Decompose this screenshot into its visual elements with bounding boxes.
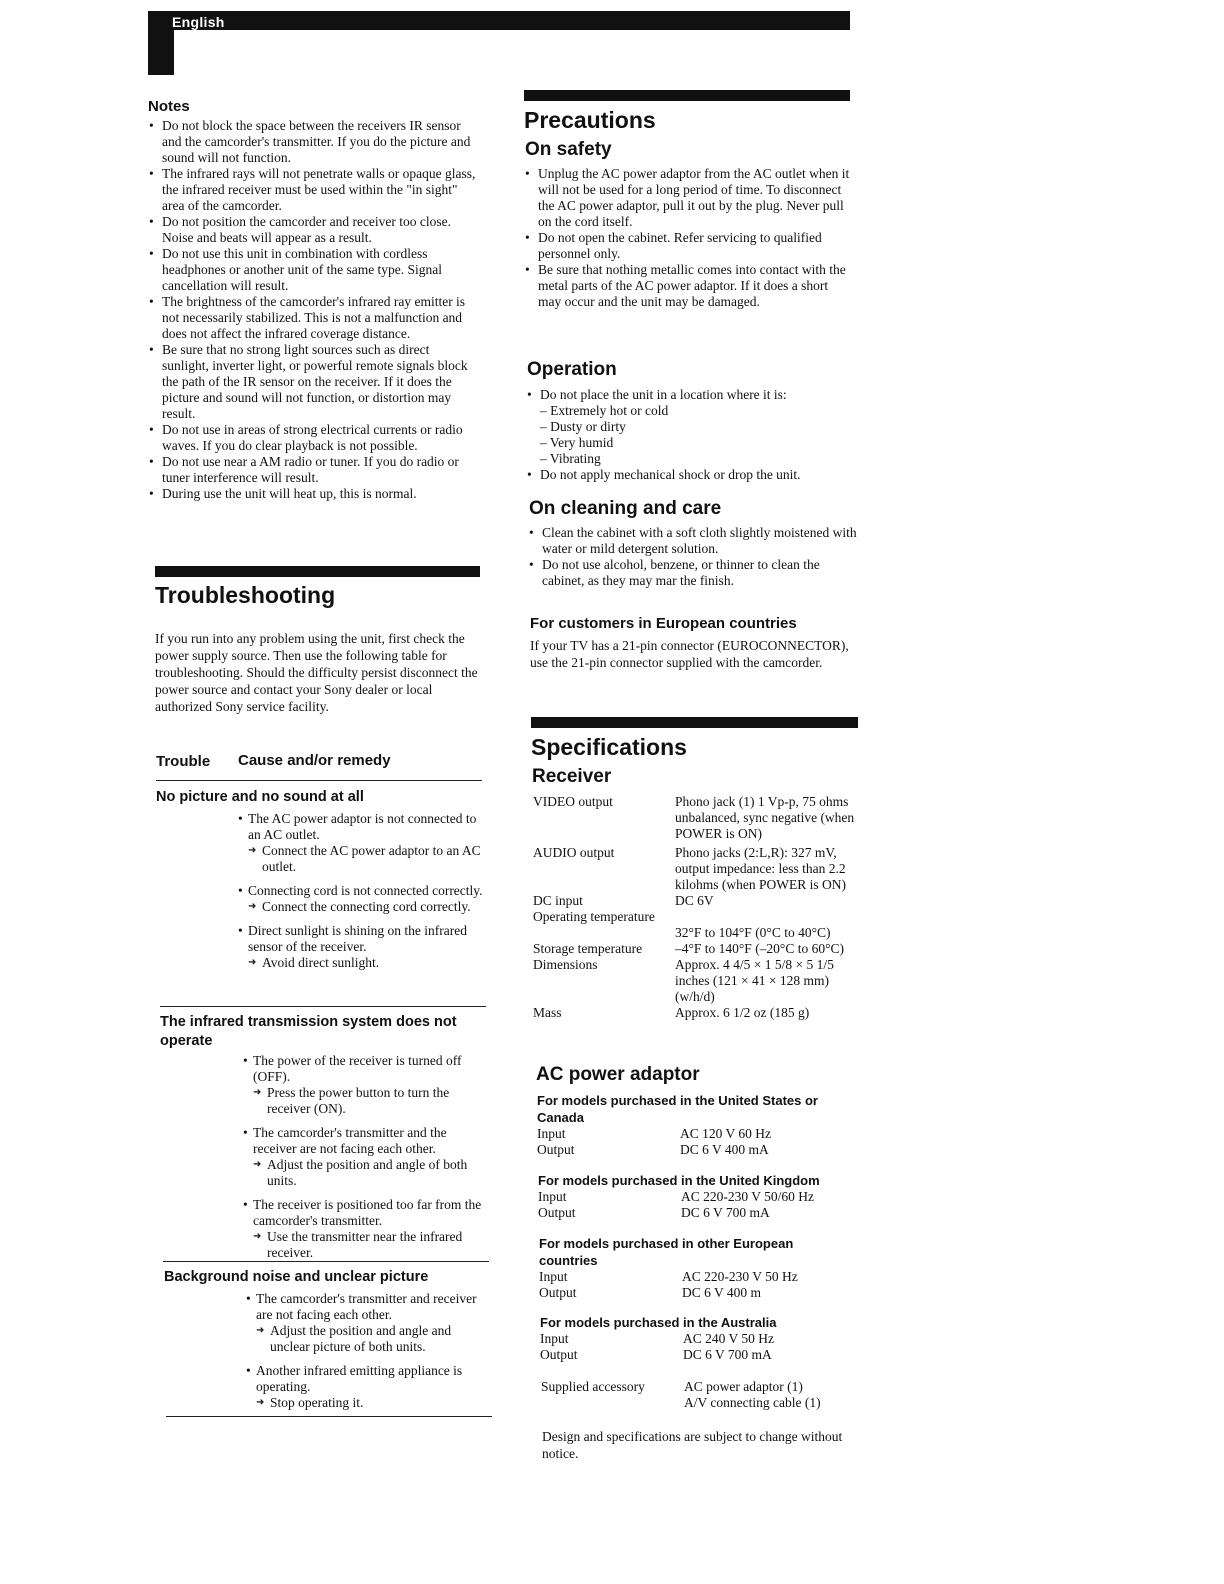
europe-title: For customers in European countries	[530, 615, 797, 632]
header-bar	[148, 11, 850, 30]
supplied-accessory	[541, 1379, 861, 1411]
specifications-rule	[531, 717, 858, 728]
operation-condition: – Vibrating	[540, 451, 601, 466]
precautions-title: Precautions	[524, 107, 656, 133]
header-tab-block	[148, 11, 174, 75]
cause-text: • The receiver is positioned too far from the camcorder's transmitter.	[243, 1197, 488, 1229]
spec-value: DC 6V	[675, 893, 714, 908]
input-label: Input	[539, 1269, 568, 1284]
safety-title: On safety	[525, 139, 612, 160]
cause-text: • Direct sunlight is shining on the infrared sensor of the receiver.	[238, 923, 483, 955]
trouble-entries	[246, 1291, 491, 1411]
notes-item: • During use the unit will heat up, this is normal.	[149, 486, 479, 502]
remedy-text: ➜ Adjust the position and angle and unclear picture of both units.	[246, 1323, 491, 1355]
spec-value: –4°F to 140°F (–20°C to 60°C)	[675, 941, 844, 956]
spec-label: Storage temperature	[533, 941, 643, 956]
output-value: DC 6 V 400 mA	[680, 1142, 769, 1157]
table-divider	[166, 1416, 492, 1417]
troubleshooting-title: Troubleshooting	[155, 582, 336, 608]
remedy-text: ➜ Adjust the position and angle of both units.	[243, 1157, 488, 1189]
troubleshooting-intro: If you run into any problem using the unit, first check the power supply source. Then use the following table for troubleshooting. Should the difficulty persist disconnect the power source and contact your Sony dealer or local authorized Sony service facility.	[155, 631, 478, 714]
remedy-text: ➜ Use the transmitter near the infrared receiver.	[243, 1229, 488, 1261]
cleaning-item: • Do not use alcohol, benzene, or thinner to clean the cabinet, as they may mar the finish.	[529, 557, 857, 589]
spec-value: 32°F to 104°F (0°C to 40°C)	[675, 925, 831, 940]
spec-label: Dimensions	[533, 957, 598, 972]
language-label: English	[172, 14, 225, 30]
cause-text: • The camcorder's transmitter and receiver are not facing each other.	[246, 1291, 491, 1323]
europe-text: If your TV has a 21-pin connector (EUROCONNECTOR), use the 21-pin connector supplied with the camcorder.	[530, 638, 849, 670]
operation-list	[527, 387, 857, 483]
notes-item: • Do not use this unit in combination with cordless headphones or another unit of the same type. Signal cancellation will result.	[149, 246, 479, 294]
trouble-section-title: No picture and no sound at all	[156, 789, 364, 805]
input-label: Input	[540, 1331, 569, 1346]
ac-model	[538, 1172, 853, 1221]
cause-text: • Another infrared emitting appliance is operating.	[246, 1363, 491, 1395]
column-header-trouble: Trouble	[156, 753, 211, 770]
troubleshooting-rule	[155, 566, 480, 577]
operation-item	[527, 387, 857, 467]
receiver-title: Receiver	[532, 766, 612, 787]
cause-text: • The power of the receiver is turned off (OFF).	[243, 1053, 488, 1085]
notes-item: • The brightness of the camcorder's infrared ray emitter is not necessarily stabilized. This is not a malfunction and does not affect the infrared coverage distance.	[149, 294, 479, 342]
table-divider	[160, 1006, 486, 1007]
safety-item: • Do not open the cabinet. Refer servicing to qualified personnel only.	[525, 230, 850, 262]
operation-condition: – Dusty or dirty	[540, 419, 626, 434]
accessory-label: Supplied accessory	[541, 1379, 645, 1394]
output-label: Output	[540, 1347, 578, 1362]
spec-row	[533, 941, 863, 957]
notes-item: • The infrared rays will not penetrate walls or opaque glass, the infrared receiver must be used within the "in sight" area of the camcorder.	[149, 166, 479, 214]
spec-label: Mass	[533, 1005, 562, 1020]
notes-item: • Do not block the space between the receivers IR sensor and the camcorder's transmitter. If you do the picture and sound will not function.	[149, 118, 479, 166]
specifications-title: Specifications	[531, 734, 687, 760]
cleaning-list	[529, 525, 857, 589]
trouble-entries	[238, 811, 483, 971]
remedy-text: ➜ Connect the AC power adaptor to an AC outlet.	[238, 843, 483, 875]
spec-row	[533, 794, 863, 842]
operation-conditions	[540, 403, 857, 467]
spec-row	[533, 845, 863, 893]
spec-row	[533, 893, 863, 909]
spec-value: Phono jack (1) 1 Vp-p, 75 ohms unbalanced, sync negative (when POWER is ON)	[675, 794, 855, 841]
cause-text: • The AC power adaptor is not connected to an AC outlet.	[238, 811, 483, 843]
safety-item: • Be sure that nothing metallic comes into contact with the metal parts of the AC power adaptor. If it does a short may occur and the unit may be damaged.	[525, 262, 850, 310]
cleaning-item: • Clean the cabinet with a soft cloth slightly moistened with water or mild detergent solution.	[529, 525, 857, 557]
input-value: AC 240 V 50 Hz	[683, 1331, 775, 1346]
table-divider	[163, 1261, 489, 1262]
ac-adaptor-title: AC power adaptor	[536, 1064, 700, 1085]
notes-item: • Be sure that no strong light sources such as direct sunlight, inverter light, or powerful remote signals block the path of the IR sensor on the receiver. If it does the picture and sound will not function, or distortion may result.	[149, 342, 479, 422]
notes-list	[149, 118, 479, 502]
input-value: AC 120 V 60 Hz	[680, 1126, 772, 1141]
spec-value: Approx. 6 1/2 oz (185 g)	[675, 1005, 810, 1020]
ac-model	[537, 1092, 852, 1158]
output-value: DC 6 V 700 mA	[681, 1205, 770, 1220]
trouble-section-title: The infrared transmission system does not operate	[160, 1014, 457, 1049]
remedy-text: ➜ Stop operating it.	[246, 1395, 491, 1411]
ac-model-title: For models purchased in the United States or Canada	[537, 1093, 818, 1125]
spec-value: Approx. 4 4/5 × 1 5/8 × 5 1/5 inches (121 × 41 × 128 mm) (w/h/d)	[675, 957, 834, 1004]
notes-title: Notes	[148, 98, 190, 115]
output-label: Output	[537, 1142, 575, 1157]
input-label: Input	[537, 1126, 566, 1141]
ac-model	[540, 1314, 855, 1363]
operation-title: Operation	[527, 359, 617, 380]
operation-lead: Do not place the unit in a location where it is:	[540, 387, 787, 402]
column-header-cause: Cause and/or remedy	[238, 752, 391, 769]
spec-row	[533, 1005, 863, 1021]
output-label: Output	[539, 1285, 577, 1300]
input-value: AC 220-230 V 50/60 Hz	[681, 1189, 815, 1204]
spec-label: AUDIO output	[533, 845, 615, 860]
receiver-specs	[533, 794, 863, 1021]
spec-row	[533, 925, 863, 941]
spec-value: Phono jacks (2:L,R): 327 mV, output impedance: less than 2.2 kilohms (when POWER is ON)	[675, 845, 846, 892]
accessory-item: A/V connecting cable (1)	[684, 1395, 821, 1410]
cause-text: • Connecting cord is not connected correctly.	[238, 883, 483, 899]
output-value: DC 6 V 700 mA	[683, 1347, 772, 1362]
output-value: DC 6 V 400 m	[682, 1285, 762, 1300]
input-value: AC 220-230 V 50 Hz	[682, 1269, 798, 1284]
cleaning-title: On cleaning and care	[529, 498, 722, 519]
remedy-text: ➜ Press the power button to turn the receiver (ON).	[243, 1085, 488, 1117]
trouble-entries	[243, 1053, 488, 1261]
operation-condition: – Extremely hot or cold	[540, 403, 669, 418]
safety-item: • Unplug the AC power adaptor from the AC outlet when it will not be used for a long period of time. To disconnect the AC power adaptor, pull it out by the plug. Never pull on the cord itself.	[525, 166, 850, 230]
spec-label: Operating temperature	[533, 909, 655, 924]
ac-model-title: For models purchased in other European countries	[539, 1236, 794, 1268]
operation-condition: – Very humid	[540, 435, 614, 450]
ac-model-title: For models purchased in the United Kingdom	[538, 1173, 820, 1188]
cause-text: • The camcorder's transmitter and the receiver are not facing each other.	[243, 1125, 488, 1157]
notes-item: • Do not use in areas of strong electrical currents or radio waves. If you do clear playback is not possible.	[149, 422, 479, 454]
spec-label: DC input	[533, 893, 583, 908]
operation-item: • Do not apply mechanical shock or drop the unit.	[527, 467, 857, 483]
remedy-text: ➜ Connect the connecting cord correctly.	[238, 899, 483, 915]
spec-label: VIDEO output	[533, 794, 613, 809]
footer-note: Design and specifications are subject to change without notice.	[542, 1429, 843, 1461]
remedy-text: ➜ Avoid direct sunlight.	[238, 955, 483, 971]
spec-row	[533, 957, 863, 1005]
notes-item: • Do not use near a AM radio or tuner. If you do radio or tuner interference will result.	[149, 454, 479, 486]
output-label: Output	[538, 1205, 576, 1220]
precautions-rule	[524, 90, 850, 101]
table-divider	[156, 780, 482, 781]
ac-model	[539, 1235, 829, 1301]
ac-model-title: For models purchased in the Australia	[540, 1315, 777, 1330]
input-label: Input	[538, 1189, 567, 1204]
accessory-item: AC power adaptor (1)	[684, 1379, 803, 1394]
notes-item: • Do not position the camcorder and receiver too close. Noise and beats will appear as a result.	[149, 214, 479, 246]
safety-list	[525, 166, 850, 310]
trouble-section-title: Background noise and unclear picture	[164, 1269, 429, 1285]
